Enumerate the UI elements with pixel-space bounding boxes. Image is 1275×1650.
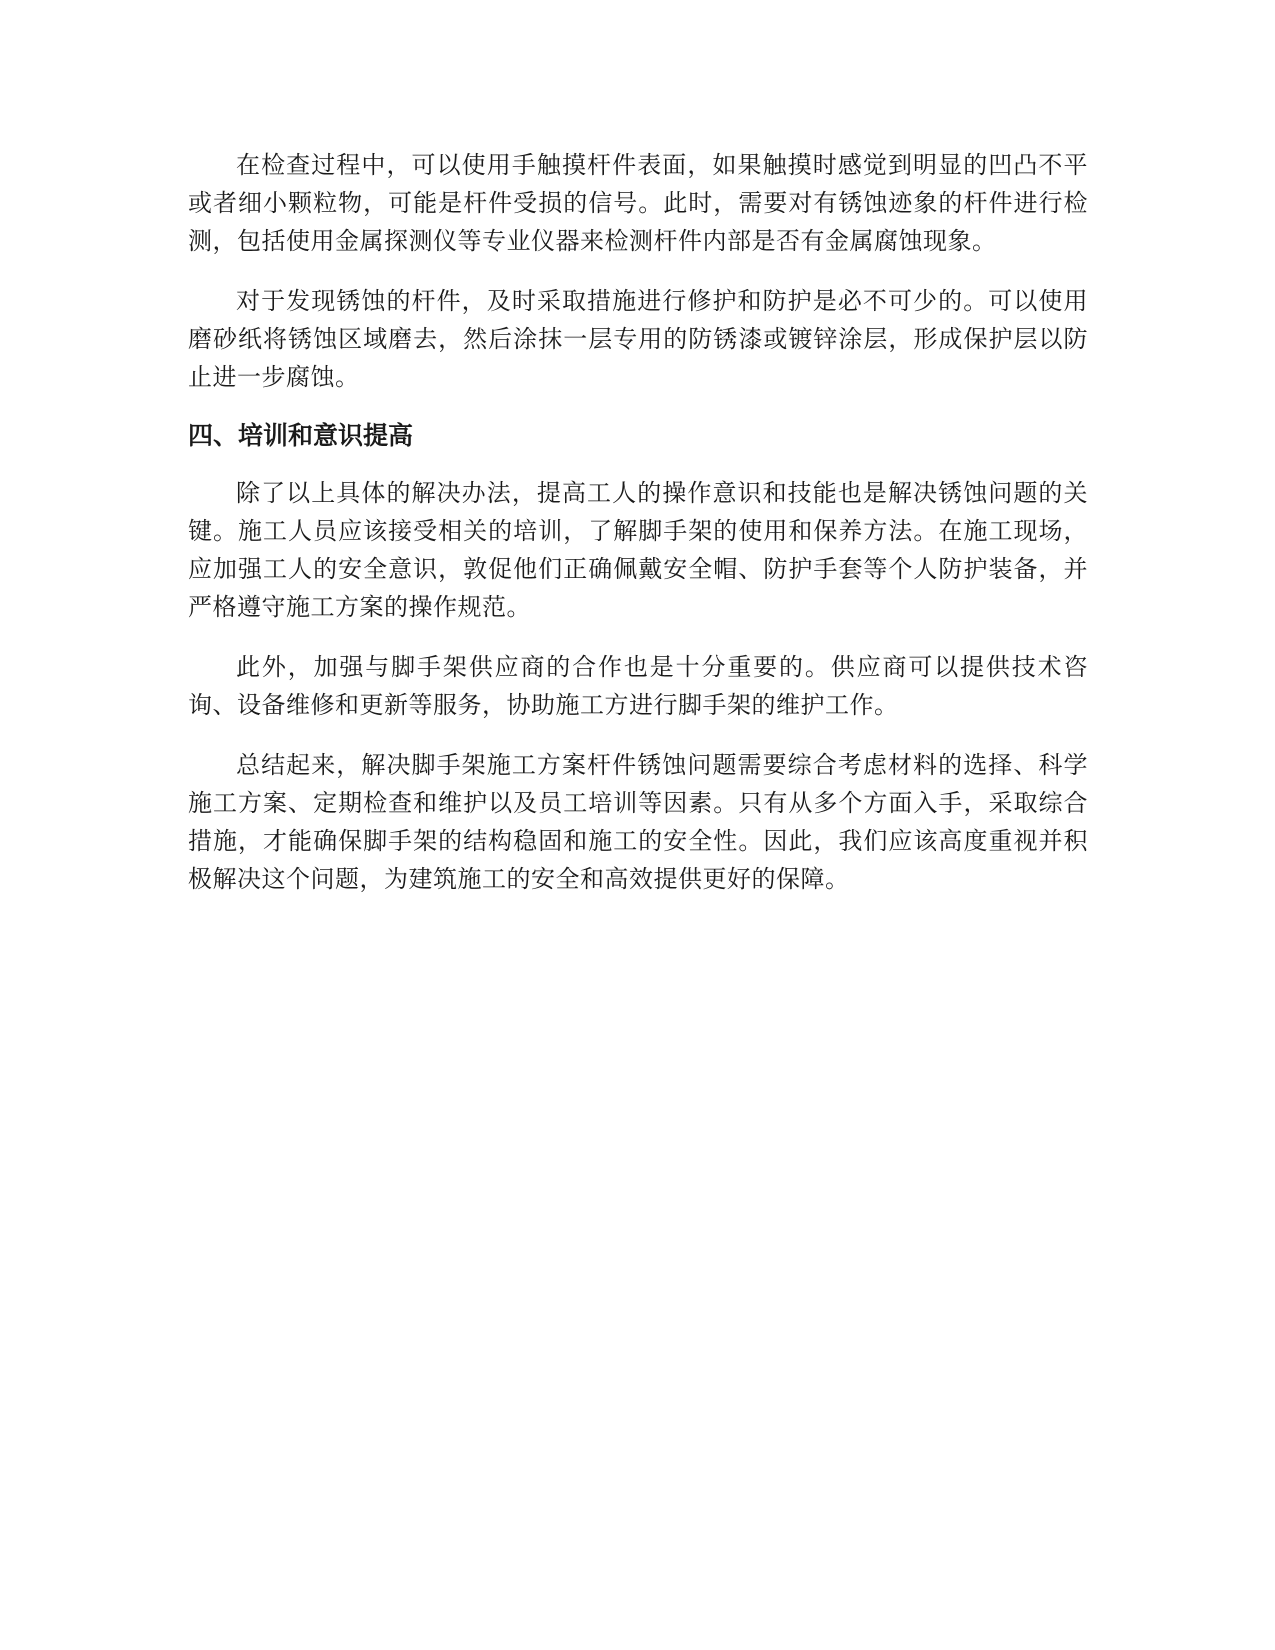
paragraph-rust-repair: 对于发现锈蚀的杆件，及时采取措施进行修护和防护是必不可少的。可以使用磨砂纸将锈蚀区域磨去，然后涂抹一层专用的防锈漆或镀锌涂层，形成保护层以防止进一步腐蚀。	[188, 287, 1088, 391]
paragraph-inspection-touch: 在检查过程中，可以使用手触摸杆件表面，如果触摸时感觉到明显的凹凸不平或者细小颗粒物，可能是杆件受损的信号。此时，需要对有锈蚀迹象的杆件进行检测，包括使用金属探测仪等专业仪器来检测杆件内部是否有金属腐蚀现象。	[188, 151, 1088, 255]
section-heading-training: 四、培训和意识提高	[188, 421, 414, 450]
paragraph-worker-training: 除了以上具体的解决办法，提高工人的操作意识和技能也是解决锈蚀问题的关键。施工人员应该接受相关的培训，了解脚手架的使用和保养方法。在施工现场，应加强工人的安全意识，敦促他们正确佩戴安全帽、防护手套等个人防护装备，并严格遵守施工方案的操作规范。	[188, 479, 1088, 621]
document-body	[188, 146, 1088, 920]
paragraph-conclusion: 总结起来，解决脚手架施工方案杆件锈蚀问题需要综合考虑材料的选择、科学施工方案、定期检查和维护以及员工培训等因素。只有从多个方面入手，采取综合措施，才能确保脚手架的结构稳固和施工的安全性。因此，我们应该高度重视并积极解决这个问题，为建筑施工的安全和高效提供更好的保障。	[188, 751, 1088, 893]
paragraph-supplier-cooperation: 此外，加强与脚手架供应商的合作也是十分重要的。供应商可以提供技术咨询、设备维修和更新等服务，协助施工方进行脚手架的维护工作。	[188, 653, 1088, 719]
